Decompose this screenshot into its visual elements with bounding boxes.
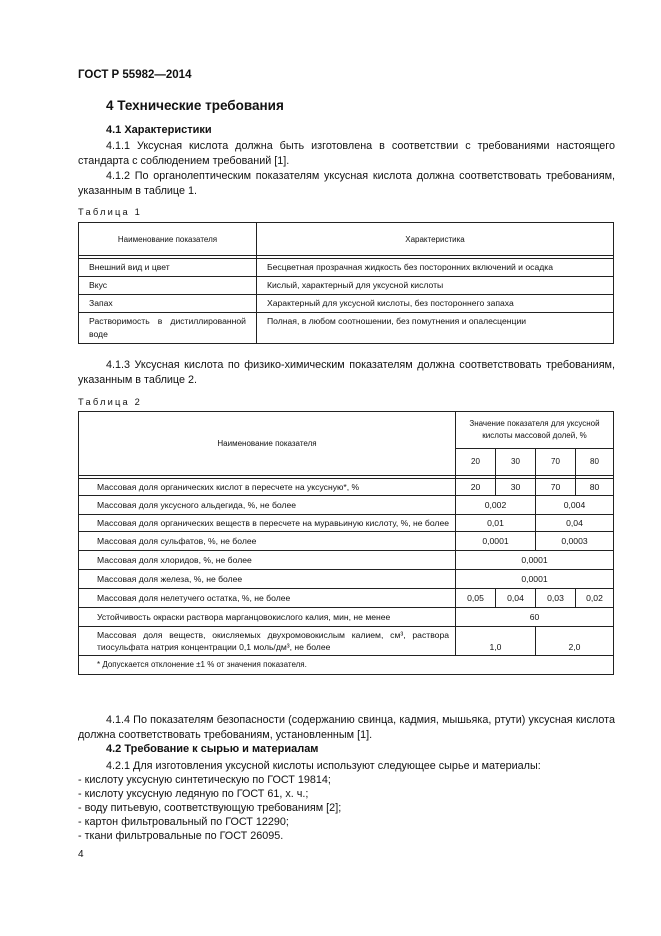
- table-cell: Массовая доля органических кислот в пересчете на уксусную*, %: [79, 479, 456, 496]
- table-row: [79, 515, 614, 532]
- table-cell: 60: [456, 608, 614, 627]
- table-header-row: [79, 412, 614, 449]
- column-header: Наименование показателя: [79, 223, 257, 256]
- table-header-row: [79, 223, 614, 256]
- table-cell: 0,04: [496, 589, 536, 608]
- table-row: [79, 551, 614, 570]
- page-number: 4: [78, 849, 84, 860]
- table-row: [79, 627, 614, 656]
- column-header: 70: [536, 449, 576, 476]
- table-cell: 80: [576, 479, 614, 496]
- table-row: [79, 608, 614, 627]
- table-cell: Массовая доля железа, %, не более: [79, 570, 456, 589]
- list-item: - кислоту уксусную ледяную по ГОСТ 61, х. ч.;: [78, 788, 309, 800]
- list-item: - ткани фильтровальные по ГОСТ 26095.: [78, 830, 284, 842]
- table-cell: 0,0001: [456, 551, 614, 570]
- table-cell: Внешний вид и цвет: [79, 259, 257, 277]
- table-cell: 70: [536, 479, 576, 496]
- table-organoleptic: [78, 222, 614, 344]
- paragraph-4-1-4: 4.1.4 По показателям безопасности (содержанию свинца, кадмия, мышьяка, ртути) уксусная кислота должна соответствовать требованиям, установленным [1].: [78, 714, 615, 741]
- paragraph-4-1-2: 4.1.2 По органолептическим показателям уксусная кислота должна соответствовать требованиям, указанным в таблице 1.: [78, 170, 615, 197]
- table-cell: 30: [496, 479, 536, 496]
- subsection-title-raw-materials: 4.2 Требование к сырью и материалам: [106, 743, 319, 755]
- table-cell: 0,0001: [456, 532, 536, 551]
- list-item: - воду питьевую, соответствующую требованиям [2];: [78, 802, 342, 814]
- table-cell: 0,01: [456, 515, 536, 532]
- table-footnote-row: [79, 656, 614, 675]
- table-cell: Массовая доля нелетучего остатка, %, не более: [79, 589, 456, 608]
- table-cell: Полная, в любом соотношении, без помутнения и опалесценции: [257, 313, 614, 344]
- column-header: Наименование показателя: [79, 412, 456, 476]
- table-cell: 0,0003: [536, 532, 614, 551]
- table-row: [79, 313, 614, 344]
- table-cell: Растворимость в дистиллированной воде: [79, 313, 257, 344]
- table-footnote: * Допускается отклонение ±1 % от значения показателя.: [79, 656, 614, 675]
- table-row: [79, 479, 614, 496]
- paragraph-4-1-3: 4.1.3 Уксусная кислота по физико-химическим показателям должна соответствовать требованиям, указанным в таблице 2.: [78, 359, 615, 386]
- subsection-title-characteristics: 4.1 Характеристики: [106, 124, 212, 136]
- table-cell: 1,0: [456, 627, 536, 656]
- table-cell: 0,03: [536, 589, 576, 608]
- table-cell: 0,02: [576, 589, 614, 608]
- table-row: [79, 570, 614, 589]
- table-cell: Запах: [79, 295, 257, 313]
- table-row: [79, 295, 614, 313]
- table-cell: Массовая доля органических веществ в пересчете на муравьиную кислоту, %, не более: [79, 515, 456, 532]
- table-cell: 0,004: [536, 496, 614, 515]
- table-cell: 0,04: [536, 515, 614, 532]
- table-cell: 0,0001: [456, 570, 614, 589]
- table-cell: 0,05: [456, 589, 496, 608]
- table-cell: Массовая доля уксусного альдегида, %, не более: [79, 496, 456, 515]
- table-physicochemical: [78, 411, 614, 675]
- paragraph-4-2-1: 4.2.1 Для изготовления уксусной кислоты используют следующее сырье и материалы:: [106, 760, 541, 772]
- column-header: 80: [576, 449, 614, 476]
- column-header: 30: [496, 449, 536, 476]
- table-row: [79, 589, 614, 608]
- table-row: [79, 496, 614, 515]
- table2-caption: Таблица 2: [78, 397, 143, 407]
- table-cell: Массовая доля сульфатов, %, не более: [79, 532, 456, 551]
- standard-designation: ГОСТ Р 55982—2014: [78, 69, 192, 81]
- table-cell: 0,002: [456, 496, 536, 515]
- column-header: Характеристика: [257, 223, 614, 256]
- table-cell: Массовая доля веществ, окисляемых двухромовокислым калием, см³, раствора тиосульфата натрия концентрации 0,1 моль/дм³, не более: [79, 627, 456, 656]
- table1-caption: Таблица 1: [78, 207, 143, 217]
- table-cell: Кислый, характерный для уксусной кислоты: [257, 277, 614, 295]
- table-row: [79, 277, 614, 295]
- list-item: - кислоту уксусную синтетическую по ГОСТ 19814;: [78, 774, 331, 786]
- list-item: - картон фильтровальный по ГОСТ 12290;: [78, 816, 289, 828]
- column-header: Значение показателя для уксусной кислоты массовой долей, %: [456, 412, 614, 449]
- table-cell: 20: [456, 479, 496, 496]
- table-cell: Бесцветная прозрачная жидкость без посторонних включений и осадка: [257, 259, 614, 277]
- section-title: 4 Технические требования: [106, 98, 284, 113]
- table-cell: Массовая доля хлоридов, %, не более: [79, 551, 456, 570]
- paragraph-4-1-1: 4.1.1 Уксусная кислота должна быть изготовлена в соответствии с требованиями настоящего стандарта с соблюдением требований [1].: [78, 140, 615, 167]
- table-cell: 2,0: [536, 627, 614, 656]
- table-cell: Вкус: [79, 277, 257, 295]
- table-cell: Характерный для уксусной кислоты, без постороннего запаха: [257, 295, 614, 313]
- table-cell: Устойчивость окраски раствора марганцовокислого калия, мин, не менее: [79, 608, 456, 627]
- column-header: 20: [456, 449, 496, 476]
- table-row: [79, 532, 614, 551]
- table-row: [79, 259, 614, 277]
